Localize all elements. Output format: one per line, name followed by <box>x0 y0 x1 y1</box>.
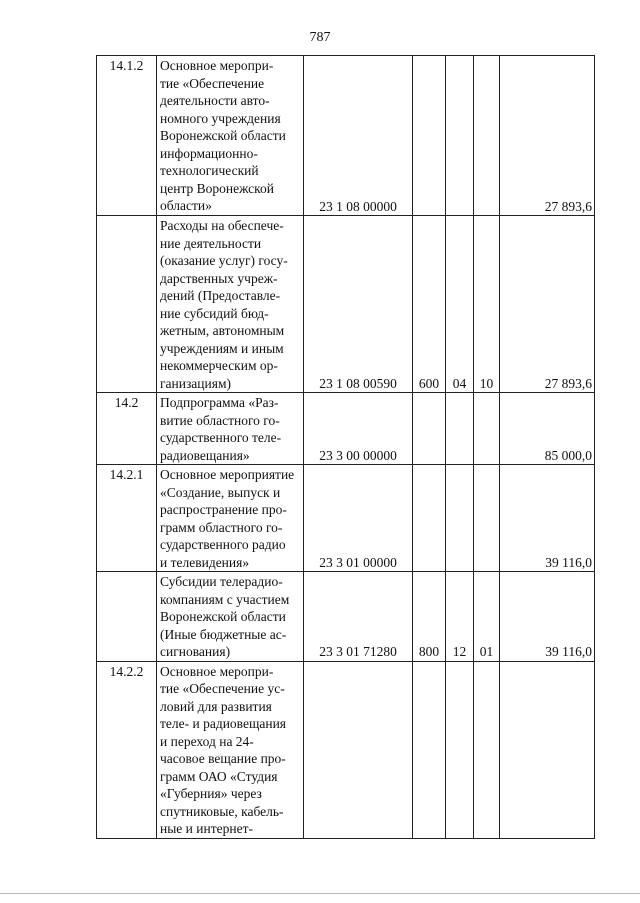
row-name-line: некоммерческим ор- <box>160 358 278 373</box>
budget-table <box>96 55 595 839</box>
row-section <box>446 56 474 216</box>
row-name <box>157 661 304 838</box>
row-name-line: часовое вещание про- <box>160 751 286 766</box>
row-name-line: ловий для развития <box>160 698 272 714</box>
row-name-line: Основное мероприятие <box>160 467 295 482</box>
row-name-line: витие областного го- <box>160 412 280 428</box>
row-section: 12 <box>446 572 474 662</box>
row-name-line: тие «Обеспечение <box>160 75 265 91</box>
row-name-line: сигнования) <box>160 644 231 659</box>
row-number: 14.2.2 <box>97 661 157 838</box>
row-name-line: компаниям с участием <box>160 591 290 607</box>
row-subsection <box>474 465 500 572</box>
row-section <box>446 465 474 572</box>
row-name-line: деятельности авто- <box>160 93 270 108</box>
row-section <box>446 661 474 838</box>
row-name-line: тие «Обеспечение ус- <box>160 681 285 696</box>
table-row <box>97 465 595 572</box>
row-name-line: ганизациям) <box>160 375 232 391</box>
table-row <box>97 661 595 838</box>
row-name-line: дарственных учреж- <box>160 270 278 286</box>
row-name-line: Подпрограмма «Раз- <box>160 395 279 410</box>
row-name-line: «Создание, выпуск и <box>160 484 281 500</box>
row-code: 23 3 01 00000 <box>304 465 413 572</box>
row-sum: 85 000,0 <box>500 393 595 465</box>
row-number: 14.2.1 <box>97 465 157 572</box>
row-name-line: ные и интернет- <box>160 821 253 836</box>
row-name-line: спутниковые, кабель- <box>160 803 284 819</box>
row-name-line: Воронежской области <box>160 128 286 143</box>
row-name <box>157 56 304 216</box>
row-subsection <box>474 393 500 465</box>
row-subsection: 01 <box>474 572 500 662</box>
row-name <box>157 216 304 393</box>
row-name-line: информационно- <box>160 145 258 161</box>
row-name <box>157 393 304 465</box>
row-name-line: области» <box>160 198 212 213</box>
row-name-line: (Иные бюджетные ас- <box>160 626 287 642</box>
row-code: 23 1 08 00000 <box>304 56 413 216</box>
table-body <box>97 56 595 839</box>
page-number: 787 <box>309 30 331 45</box>
table-row <box>97 572 595 662</box>
row-sum: 27 893,6 <box>500 56 595 216</box>
row-code: 23 3 01 71280 <box>304 572 413 662</box>
row-subsection <box>474 661 500 838</box>
row-name-line: ние субсидий бюд- <box>160 305 269 321</box>
row-section: 04 <box>446 216 474 393</box>
row-expense-type: 800 <box>413 572 446 662</box>
row-name-line: грамм ОАО «Студия <box>160 768 278 784</box>
table-row <box>97 393 595 465</box>
row-sum <box>500 661 595 838</box>
row-number <box>97 216 157 393</box>
row-name-line: сударственного теле- <box>160 430 282 445</box>
row-name-line: распространение про- <box>160 502 287 517</box>
row-name-line: «Губерния» через <box>160 786 262 801</box>
row-name-line: сударственного радио <box>160 537 286 552</box>
row-name-line: радиовещания» <box>160 447 250 463</box>
row-name-line: центр Воронежской <box>160 180 275 196</box>
row-name-line: и переход на 24- <box>160 733 254 749</box>
row-name-line: (оказание услуг) госу- <box>160 253 288 268</box>
row-sum: 39 116,0 <box>500 465 595 572</box>
row-subsection: 10 <box>474 216 500 393</box>
row-sum: 39 116,0 <box>500 572 595 662</box>
row-name <box>157 465 304 572</box>
row-number: 14.1.2 <box>97 56 157 216</box>
scan-edge-line <box>0 893 640 894</box>
row-name-line: и телевидения» <box>160 554 250 570</box>
row-name-line: грамм областного го- <box>160 519 283 535</box>
row-section <box>446 393 474 465</box>
row-expense-type <box>413 393 446 465</box>
row-code <box>304 661 413 838</box>
row-name-line: учреждениям и иным <box>160 340 284 356</box>
row-expense-type: 600 <box>413 216 446 393</box>
row-expense-type <box>413 661 446 838</box>
row-name-line: Воронежской области <box>160 609 286 624</box>
row-name-line: номного учреждения <box>160 110 281 126</box>
row-name-line: жетным, автономным <box>160 323 285 338</box>
row-code: 23 1 08 00590 <box>304 216 413 393</box>
row-name-line: Субсидии телерадио- <box>160 574 283 589</box>
row-name-line: теле- и радиовещания <box>160 716 287 731</box>
row-sum: 27 893,6 <box>500 216 595 393</box>
row-subsection <box>474 56 500 216</box>
table-row <box>97 56 595 216</box>
row-name-line: Основное меропри- <box>160 58 274 73</box>
row-name-line: Основное меропри- <box>160 663 274 679</box>
row-name-line: дений (Предоставле- <box>160 288 281 303</box>
row-name-line: технологический <box>160 163 259 178</box>
row-number: 14.2 <box>97 393 157 465</box>
row-expense-type <box>413 56 446 216</box>
table-row <box>97 216 595 393</box>
row-number <box>97 572 157 662</box>
row-name-line: ние деятельности <box>160 235 262 251</box>
row-name-line: Расходы на обеспече- <box>160 218 284 233</box>
row-name <box>157 572 304 662</box>
row-expense-type <box>413 465 446 572</box>
row-code: 23 3 00 00000 <box>304 393 413 465</box>
